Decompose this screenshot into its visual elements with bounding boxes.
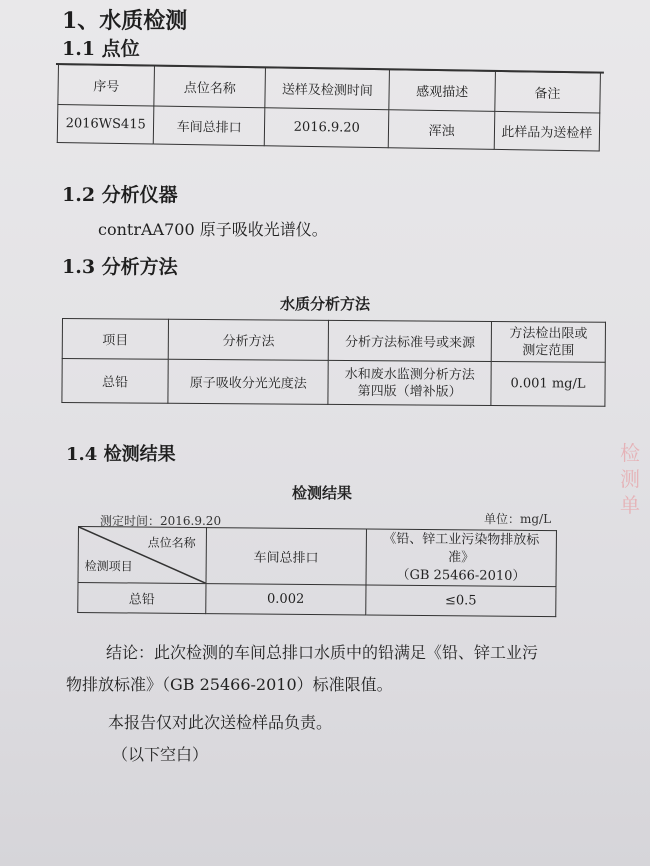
diagonal-header-cell (78, 527, 206, 584)
table-cell: 浑浊 (389, 110, 495, 150)
results-table (77, 526, 557, 617)
table-caption: 水质分析方法 (280, 295, 371, 313)
table-cell: 此样品为送检样 (494, 111, 600, 151)
conclusion-text-cont: 物排放标准》（GB 25466-2010）标准限值。 (66, 675, 393, 694)
subheading-sampling-point: 1.1 点位 (62, 38, 140, 60)
table-header-cell: 方法检出限或 测定范围 (491, 321, 605, 362)
table-header-cell: 分析方法标准号或来源 (329, 320, 492, 361)
table-header-cell: 感观描述 (389, 70, 495, 112)
table-cell: 2016.9.20 (264, 108, 389, 148)
table-header-cell: 备注 (495, 71, 601, 113)
table-header-cell: 点位名称 (154, 66, 265, 108)
table-header-cell: 序号 (58, 65, 155, 107)
table-header-cell: 送样及检测时间 (265, 68, 390, 110)
responsibility-note: 本报告仅对此次送检样品负责。 (108, 713, 333, 732)
table-cell: 车间总排口 (154, 106, 265, 146)
table-cell: 原子吸收分光光度法 (168, 359, 329, 404)
table-cell: 2016WS415 (57, 105, 154, 145)
table-cell: 总铅 (62, 359, 168, 404)
table-cell: 水和废水监测分析方法 第四版（增补版） (328, 360, 491, 405)
table-header-cell: 项目 (62, 319, 168, 360)
corner-label-bottom: 检测项目 (84, 559, 133, 574)
measure-time: 测定时间：2016.9.20 (100, 514, 222, 528)
table-caption: 检测结果 (292, 484, 353, 502)
table-cell: 0.002 (206, 584, 366, 615)
conclusion-text: 结论：此次检测的车间总排口水质中的铅满足《铅、锌工业污 (106, 643, 539, 662)
subheading-instrument: 1.2 分析仪器 (62, 184, 178, 206)
subheading-method: 1.3 分析方法 (62, 256, 178, 278)
stamp-mark: 检 测 单 (620, 441, 640, 517)
section-heading: 1、水质检测 (62, 8, 188, 34)
unit-label: 单位：mg/L (484, 512, 552, 526)
table-cell: 总铅 (78, 583, 206, 614)
subheading-results: 1.4 检测结果 (66, 444, 176, 465)
table-header-cell: 《铅、锌工业污染物排放标准》 （GB 25466-2010） (366, 529, 557, 587)
analysis-method-table (61, 318, 606, 407)
corner-label-top: 点位名称 (147, 535, 196, 551)
instrument-text: contrAA700 原子吸收光谱仪。 (98, 220, 328, 239)
sampling-point-table (57, 64, 601, 152)
table-header-cell: 分析方法 (168, 319, 329, 360)
table-header-cell: 车间总排口 (206, 528, 366, 585)
table-cell: 0.001 mg/L (491, 361, 605, 406)
table-cell: ≤0.5 (366, 585, 556, 617)
blank-note: （以下空白） (112, 745, 209, 764)
